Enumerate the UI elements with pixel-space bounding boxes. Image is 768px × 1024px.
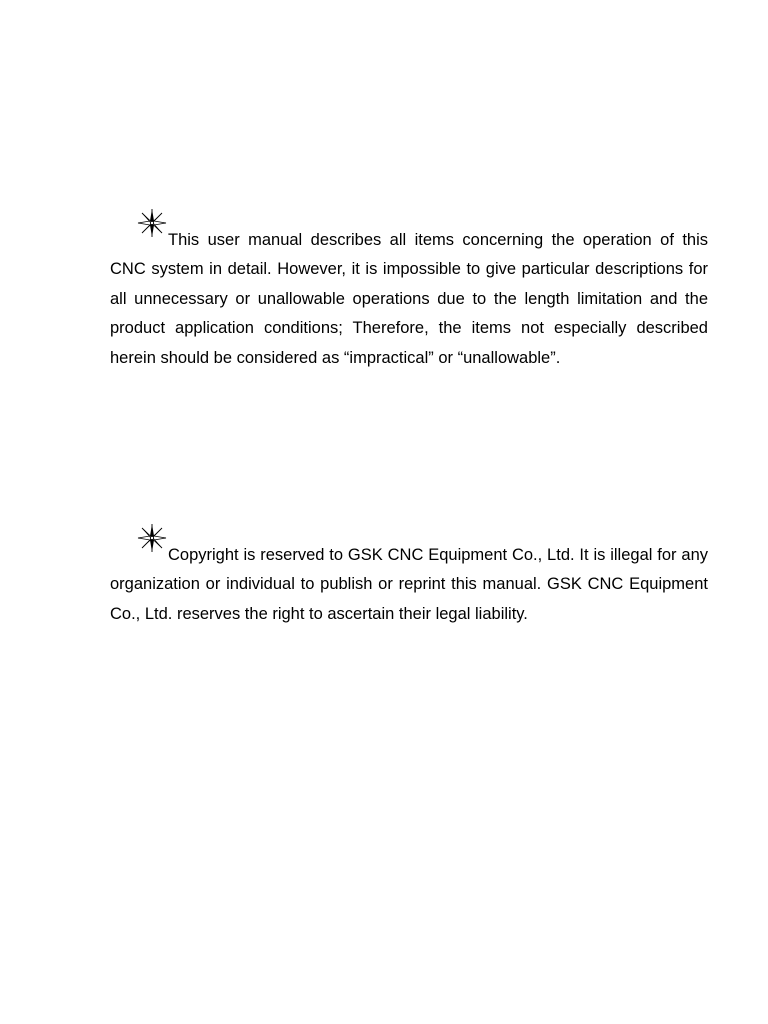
compass-star-icon — [136, 534, 168, 562]
notice-paragraph-operation — [110, 219, 708, 373]
paragraph-indent — [110, 559, 136, 560]
paragraph-indent — [110, 244, 136, 245]
paragraph-text: Copyright is reserved to GSK CNC Equipment Co., Ltd. It is illegal for any organization or individual to publish or reprint this manual. GSK CNC Equipment Co., Ltd. reserves the right to ascertain their legal liability. — [110, 546, 708, 623]
compass-star-icon — [136, 219, 168, 247]
notice-paragraph-copyright — [110, 534, 708, 629]
paragraph-text: This user manual describes all items concerning the operation of this CNC system in detail. However, it is impossible to give particular descriptions for all unnecessary or unallowable operations due to the length limitation and the product application conditions; Therefore, the items not especially described herein should be considered as “impractical” or “unallowable”. — [110, 231, 708, 367]
